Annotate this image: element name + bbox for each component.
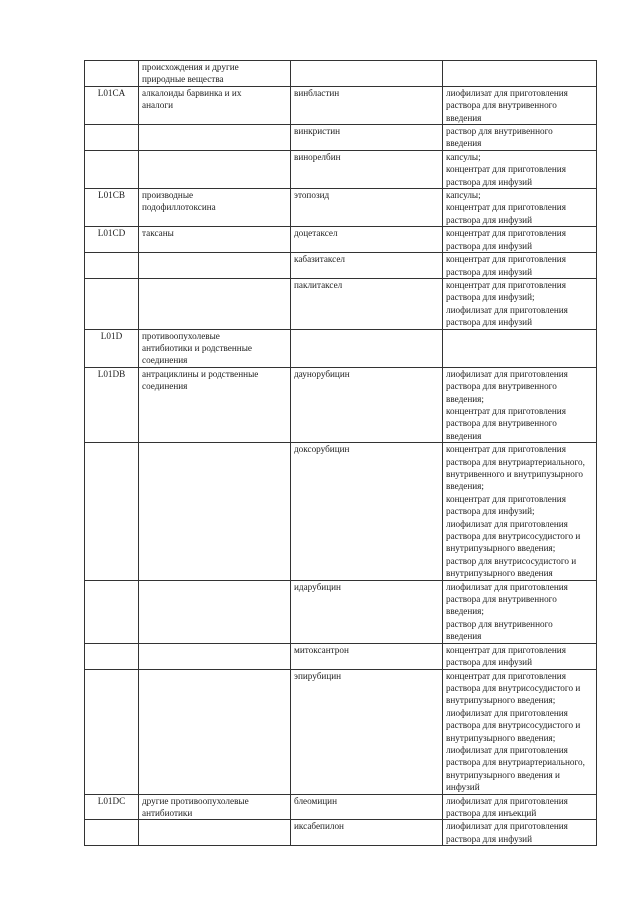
dosage-form-line: раствора для инфузий <box>446 176 532 187</box>
drug-name: доцетаксел <box>294 228 338 239</box>
dosage-form-line: лиофилизат для приготовления <box>446 795 568 806</box>
drug-name-cell <box>291 669 443 794</box>
table-row <box>85 794 597 820</box>
atc-code: L01CD <box>97 228 126 239</box>
dosage-form-line: капсулы; <box>446 190 481 201</box>
drug-name-cell <box>291 125 443 151</box>
dosage-form-line: раствора для внутривенного <box>446 381 557 392</box>
dosage-form-cell <box>443 643 597 669</box>
drug-name-cell <box>291 86 443 124</box>
dosage-form-cell <box>443 820 597 846</box>
dosage-form-line: концентрат для приготовления <box>446 254 566 265</box>
dosage-form-line: концентрат для приготовления <box>446 164 566 175</box>
dosage-form-line: внутрипузырного введения; <box>446 695 556 706</box>
pharmacological-group-cell <box>139 227 291 253</box>
dosage-form-cell <box>443 278 597 329</box>
dosage-form-cell <box>443 125 597 151</box>
dosage-form-line: концентрат для приготовления <box>446 279 566 290</box>
table-row <box>85 367 597 442</box>
atc-code: L01CA <box>97 87 126 98</box>
drug-name: доксорубицин <box>294 444 350 455</box>
atc-code-cell <box>85 150 139 188</box>
table-row <box>85 61 597 87</box>
drug-name-cell <box>291 189 443 227</box>
dosage-form-line: раствора для инфузий <box>446 214 532 225</box>
atc-code-cell <box>85 278 139 329</box>
dosage-form-line: капсулы; <box>446 151 481 162</box>
atc-code-cell <box>85 329 139 367</box>
drug-name-cell <box>291 227 443 253</box>
dosage-form-line: раствора для внутривенного <box>446 594 557 605</box>
atc-code-cell <box>85 669 139 794</box>
atc-code-cell <box>85 86 139 124</box>
drug-name-cell <box>291 150 443 188</box>
pharmacological-group-line: таксаны <box>142 228 174 239</box>
atc-code-cell <box>85 227 139 253</box>
table-row <box>85 669 597 794</box>
drug-name-cell <box>291 580 443 643</box>
dosage-form-cell <box>443 189 597 227</box>
atc-code-cell <box>85 643 139 669</box>
dosage-form-line: лиофилизат для приготовления <box>446 581 568 592</box>
dosage-form-line: лиофилизат для приготовления <box>446 87 568 98</box>
dosage-form-line: раствора для инфузий <box>446 240 532 251</box>
dosage-form-line: внутрипузырного введения и <box>446 769 560 780</box>
dosage-form-cell <box>443 227 597 253</box>
pharmacological-group-cell <box>139 125 291 151</box>
atc-code: L01DC <box>97 795 126 806</box>
pharmacological-group-line: антрациклины и родственные <box>142 368 259 379</box>
dosage-form-line: введения <box>446 631 482 642</box>
drug-name-cell <box>291 443 443 580</box>
dosage-form-line: концентрат для приготовления <box>446 202 566 213</box>
dosage-form-line: внутрипузырного введения; <box>446 732 556 743</box>
dosage-form-line: лиофилизат для приготовления <box>446 518 568 529</box>
atc-code-cell <box>85 794 139 820</box>
pharmacological-group-line: антибиотики <box>142 807 193 818</box>
pharmacological-group-cell <box>139 61 291 87</box>
atc-code: L01CB <box>97 190 126 201</box>
drug-name: блеомицин <box>294 795 338 806</box>
pharmacological-group-line: алкалоиды барвинка и их <box>142 87 242 98</box>
dosage-form-line: раствора для внутрисосудистого и <box>446 720 581 731</box>
dosage-form-cell <box>443 367 597 442</box>
atc-code-cell <box>85 367 139 442</box>
pharmacological-group-cell <box>139 669 291 794</box>
dosage-form-line: раствора для инфузий <box>446 266 532 277</box>
pharmacological-group-cell <box>139 820 291 846</box>
drug-name-cell <box>291 794 443 820</box>
atc-code-cell <box>85 125 139 151</box>
dosage-form-line: введения <box>446 430 482 441</box>
dosage-form-line: лиофилизат для приготовления <box>446 707 568 718</box>
pharmacological-group-cell <box>139 580 291 643</box>
drug-name-cell <box>291 367 443 442</box>
pharmacological-group-cell <box>139 443 291 580</box>
pharmacological-group-line: подофиллотоксина <box>142 202 216 213</box>
dosage-form-line: раствор для внутривенного <box>446 618 553 629</box>
drug-classification-table <box>84 60 597 846</box>
dosage-form-line: раствора для внутрисосудистого и <box>446 682 581 693</box>
pharmacological-group-line: антибиотики и родственные <box>142 342 252 353</box>
dosage-form-line: введения <box>446 112 482 123</box>
atc-code-cell <box>85 253 139 279</box>
atc-code: L01DB <box>97 368 126 379</box>
dosage-form-cell <box>443 61 597 87</box>
pharmacological-group-line: происхождения и другие <box>142 62 239 72</box>
drug-name-cell <box>291 278 443 329</box>
dosage-form-line: концентрат для приготовления <box>446 670 566 681</box>
atc-code-cell <box>85 443 139 580</box>
drug-name: винбластин <box>294 87 340 98</box>
dosage-form-cell <box>443 669 597 794</box>
pharmacological-group-line: производные <box>142 190 194 201</box>
pharmacological-group-line: противоопухолевые <box>142 330 220 341</box>
drug-name: митоксантрон <box>294 644 349 655</box>
dosage-form-line: лиофилизат для приготовления <box>446 368 568 379</box>
atc-code-cell <box>85 189 139 227</box>
dosage-form-line: введения; <box>446 481 484 492</box>
dosage-form-line: внутрипузырного введения; <box>446 543 556 554</box>
drug-name: винорелбин <box>294 151 341 162</box>
dosage-form-cell <box>443 150 597 188</box>
drug-name-cell <box>291 820 443 846</box>
pharmacological-group-cell <box>139 86 291 124</box>
table-row <box>85 189 597 227</box>
dosage-form-line: раствор для внутрисосудистого и <box>446 555 577 566</box>
dosage-form-line: введения; <box>446 606 484 617</box>
pharmacological-group-line: другие противоопухолевые <box>142 795 249 806</box>
dosage-form-cell <box>443 794 597 820</box>
dosage-form-line: внутрипузырного введения <box>446 568 553 579</box>
dosage-form-line: раствора для внутрисосудистого и <box>446 531 581 542</box>
dosage-form-line: инфузий <box>446 782 480 793</box>
dosage-form-line: раствора для инфузий <box>446 657 532 668</box>
drug-name: идарубицин <box>294 581 341 592</box>
dosage-form-line: концентрат для приготовления <box>446 405 566 416</box>
dosage-form-line: лиофилизат для приготовления <box>446 821 568 832</box>
table-row <box>85 86 597 124</box>
table-row <box>85 443 597 580</box>
dosage-form-line: внутривенного и внутрипузырного <box>446 469 583 479</box>
drug-name-cell <box>291 61 443 87</box>
drug-name: кабазитаксел <box>294 254 345 265</box>
dosage-form-cell <box>443 443 597 580</box>
dosage-form-line: лиофилизат для приготовления <box>446 304 568 315</box>
dosage-form-line: раствора для внутривенного <box>446 100 557 111</box>
dosage-form-line: лиофилизат для приготовления <box>446 744 568 755</box>
dosage-form-line: раствора для инфузий; <box>446 506 535 517</box>
table-row <box>85 820 597 846</box>
dosage-form-line: концентрат для приготовления <box>446 444 566 455</box>
pharmacological-group-cell <box>139 367 291 442</box>
drug-name: этопозид <box>294 190 330 201</box>
drug-name: эпирубицин <box>294 670 342 681</box>
drug-name: винкристин <box>294 126 341 137</box>
dosage-form-line: введения <box>446 138 482 149</box>
table-row <box>85 227 597 253</box>
dosage-form-line: раствора для внутриартериального, <box>446 757 585 768</box>
pharmacological-group-line: аналоги <box>142 100 174 111</box>
dosage-form-cell <box>443 86 597 124</box>
drug-name: даунорубицин <box>294 368 350 379</box>
dosage-form-cell <box>443 253 597 279</box>
pharmacological-group-cell <box>139 794 291 820</box>
table-body <box>85 61 597 846</box>
dosage-form-line: раствора для инфузий <box>446 833 532 844</box>
table-row <box>85 253 597 279</box>
dosage-form-line: раствора для внутривенного <box>446 418 557 429</box>
table-row <box>85 278 597 329</box>
drug-name: иксабепилон <box>294 821 344 832</box>
drug-name: паклитаксел <box>294 279 343 290</box>
drug-name-cell <box>291 329 443 367</box>
dosage-form-cell <box>443 329 597 367</box>
pharmacological-group-cell <box>139 189 291 227</box>
dosage-form-line: раствора для инъекций <box>446 807 537 818</box>
table-row <box>85 643 597 669</box>
table-row <box>85 125 597 151</box>
atc-code-cell <box>85 61 139 87</box>
drug-name-cell <box>291 643 443 669</box>
table-row <box>85 329 597 367</box>
dosage-form-line: раствора для инфузий; <box>446 292 535 303</box>
dosage-form-line: концентрат для приготовления <box>446 644 566 655</box>
dosage-form-line: раствор для внутривенного <box>446 126 553 137</box>
dosage-form-line: раствора для инфузий <box>446 317 532 328</box>
pharmacological-group-line: соединения <box>142 355 188 366</box>
pharmacological-group-cell <box>139 329 291 367</box>
atc-code-cell <box>85 580 139 643</box>
atc-code: L01D <box>100 330 123 341</box>
pharmacological-group-cell <box>139 643 291 669</box>
dosage-form-line: концентрат для приготовления <box>446 493 566 504</box>
dosage-form-line: раствора для внутриартериального, <box>446 456 585 467</box>
dosage-form-line: концентрат для приготовления <box>446 228 566 239</box>
pharmacological-group-line: природные вещества <box>142 74 224 85</box>
pharmacological-group-cell <box>139 253 291 279</box>
atc-code-cell <box>85 820 139 846</box>
pharmacological-group-cell <box>139 278 291 329</box>
dosage-form-cell <box>443 580 597 643</box>
drug-name-cell <box>291 253 443 279</box>
pharmacological-group-line: соединения <box>142 381 188 392</box>
dosage-form-line: введения; <box>446 393 484 404</box>
pharmacological-group-cell <box>139 150 291 188</box>
table-row <box>85 580 597 643</box>
table-row <box>85 150 597 188</box>
